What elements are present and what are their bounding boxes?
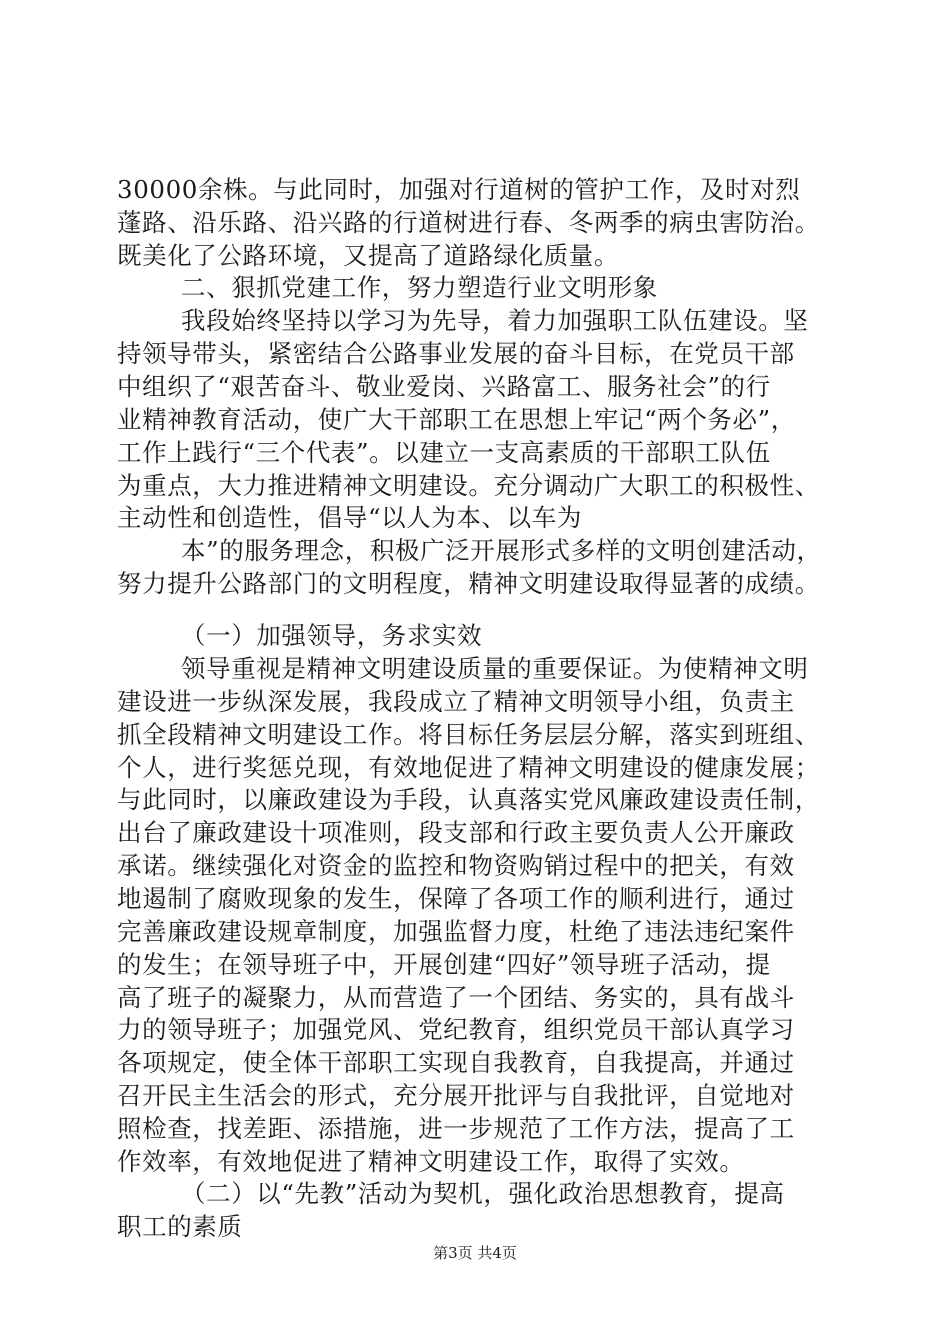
subsection-heading: （二）以“先教”活动为契机，强化政治思想教育，提高 <box>181 1179 785 1208</box>
section-heading: 二、狠抓党建工作，努力塑造行业文明形象 <box>181 273 658 302</box>
body-line: 照检查，找差距、添措施，进一步规范了工作方法，提高了工 <box>117 1114 795 1143</box>
body-line: 本”的服务理念，积极广泛开展形式多样的文明创建活动， <box>181 536 822 565</box>
body-line: 职工的素质 <box>117 1212 243 1241</box>
body-line: 个人，进行奖惩兑现，有效地促进了精神文明建设的健康发展； <box>117 753 820 782</box>
body-line: 力的领导班子；加强党风、党纪教育，组织党员干部认真学习 <box>117 1015 795 1044</box>
body-line: 我段始终坚持以学习为先导，着力加强职工队伍建设。坚 <box>181 306 809 335</box>
body-line: 努力提升公路部门的文明程度，精神文明建设取得显著的成绩。 <box>117 569 820 598</box>
body-line: 30000余株。与此同时，加强对行道树的管护工作，及时对烈 <box>117 175 801 204</box>
body-line: 作效率，有效地促进了精神文明建设工作，取得了实效。 <box>117 1147 745 1176</box>
body-line: 持领导带头，紧密结合公路事业发展的奋斗目标，在党员干部 <box>117 339 795 368</box>
body-line: 领导重视是精神文明建设质量的重要保证。为使精神文明 <box>181 654 809 683</box>
body-line: 主动性和创造性，倡导“以人为本、以车为 <box>117 503 582 532</box>
page-number-footer: 第3页 共4页 <box>433 1244 517 1262</box>
body-line: 地遏制了腐败现象的发生，保障了各项工作的顺利进行，通过 <box>117 884 795 913</box>
body-line: 高了班子的凝聚力，从而营造了一个团结、务实的，具有战斗 <box>117 983 795 1012</box>
subsection-heading: （一）加强领导，务求实效 <box>181 621 483 650</box>
body-line: 的发生；在领导班子中，开展创建“四好”领导班子活动，提 <box>117 950 771 979</box>
body-line: 蓬路、沿乐路、沿兴路的行道树进行春、冬两季的病虫害防治。 <box>117 208 820 237</box>
body-line: 既美化了公路环境，又提高了道路绿化质量。 <box>117 241 619 270</box>
body-line: 各项规定，使全体干部职工实现自我教育，自我提高，并通过 <box>117 1048 795 1077</box>
body-line: 承诺。继续强化对资金的监控和物资购销过程中的把关，有效 <box>117 851 795 880</box>
body-line: 建设进一步纵深发展，我段成立了精神文明领导小组，负责主 <box>117 687 795 716</box>
body-line: 抓全段精神文明建设工作。将目标任务层层分解，落实到班组、 <box>117 720 820 749</box>
body-line: 完善廉政建设规章制度，加强监督力度，杜绝了违法违纪案件 <box>117 917 795 946</box>
body-line: 业精神教育活动，使广大干部职工在思想上牢记“两个务必”， <box>117 405 796 434</box>
body-line: 召开民主生活会的形式，充分展开批评与自我批评，自觉地对 <box>117 1081 795 1110</box>
body-line: 与此同时，以廉政建设为手段，认真落实党风廉政建设责任制， <box>117 785 820 814</box>
body-line: 工作上践行“三个代表”。以建立一支高素质的干部职工队伍 <box>117 438 771 467</box>
body-line: 出台了廉政建设十项准则，段支部和行政主要负责人公开廉政 <box>117 818 795 847</box>
body-line: 为重点，大力推进精神文明建设。充分调动广大职工的积极性、 <box>117 471 820 500</box>
body-line: 中组织了“艰苦奋斗、敬业爱岗、兴路富工、服务社会”的行 <box>117 372 771 401</box>
